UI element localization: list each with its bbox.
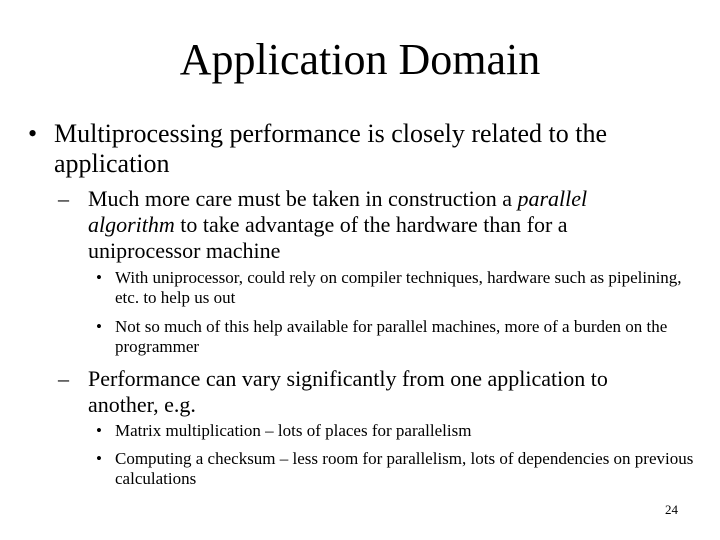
sub-bullet-care xyxy=(58,186,658,264)
sub-bullet-performance xyxy=(58,366,658,418)
small-bullet-marker: • xyxy=(96,268,102,287)
text-part-a: Much more care must be taken in construction a xyxy=(88,186,518,211)
dash-marker: – xyxy=(58,186,69,211)
point-text: Not so much of this help available for parallel machines, more of a burden on the programmer xyxy=(115,317,668,356)
sub-bullet-text: Performance can vary significantly from one application to another, e.g. xyxy=(88,366,608,417)
text-part-b: to take advantage of the hardware than for a uniprocessor machine xyxy=(88,212,568,263)
bullet-text: Multiprocessing performance is closely related to the application xyxy=(54,119,608,178)
point-checksum xyxy=(96,449,700,489)
slide-title: Application Domain xyxy=(179,35,541,84)
small-bullet-marker: • xyxy=(96,421,102,440)
italic-term: parallel algorithm xyxy=(88,186,588,237)
point-text: Matrix multiplication – lots of places for parallelism xyxy=(115,421,472,440)
point-parallel-burden xyxy=(96,317,700,357)
point-matrix xyxy=(96,421,700,441)
point-text: Computing a checksum – less room for parallelism, lots of dependencies on previous calculations xyxy=(115,449,694,488)
point-text: With uniprocessor, could rely on compiler techniques, hardware such as pipelining, etc. to help us out xyxy=(115,268,682,307)
small-bullet-marker: • xyxy=(96,449,102,468)
dash-marker: – xyxy=(58,366,69,391)
small-bullet-marker: • xyxy=(96,317,102,336)
point-uniprocessor xyxy=(96,268,700,308)
page-number: 24 xyxy=(665,502,678,517)
bullet-marker: • xyxy=(28,119,38,148)
bullet-level1 xyxy=(28,119,688,179)
sub-bullet-text xyxy=(88,186,658,264)
